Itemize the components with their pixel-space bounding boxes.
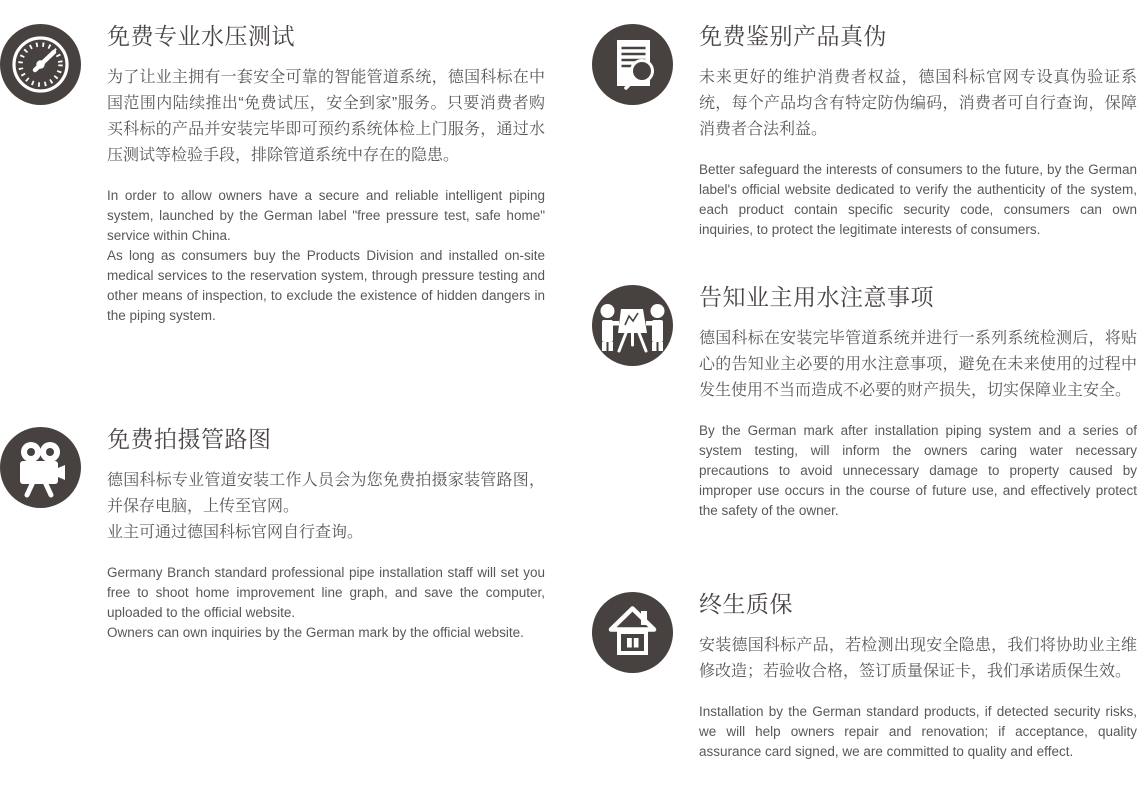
paragraph: Germany Branch standard professional pipe installation staff will set you free to shoot home improvement line graph, and save the computer, uploaded to the official website. [107, 565, 545, 620]
english-description [107, 186, 545, 326]
chinese-description [699, 326, 1137, 404]
section-pressure-test [0, 22, 545, 326]
house-icon-circle [592, 592, 673, 673]
section-water-precautions [592, 283, 1137, 521]
paragraph: 为了让业主拥有一套安全可靠的智能管道系统，德国科标在中国范围内陆续推出“免费试压，安全到家”服务。只要消费者购买科标的产品并安装完毕即可预约系统体检上门服务，通过水压测试等检验手段，排除管道系统中存在的隐患。 [107, 69, 545, 164]
section-content [699, 22, 1137, 240]
section-content [699, 590, 1137, 762]
section-lifetime-warranty [592, 590, 1137, 762]
section-title: 告知业主用水注意事项 [699, 284, 934, 310]
pressure-gauge-icon [0, 24, 81, 105]
paragraph: Owners can own inquiries by the German mark by the official website. [107, 625, 524, 640]
english-description [699, 160, 1137, 240]
chinese-description [699, 633, 1137, 685]
english-description [107, 563, 545, 643]
section-title: 免费鉴别产品真伪 [699, 23, 887, 49]
section-content [107, 22, 545, 326]
paragraph: 德国科标专业管道安装工作人员会为您免费拍摄家装管路图，并保存电脑，上传至官网。 [107, 472, 545, 515]
paragraph: 业主可通过德国科标官网自行查询。 [107, 524, 364, 541]
section-title: 免费拍摄管路图 [107, 426, 272, 452]
chinese-description [699, 65, 1137, 143]
paragraph: 安装德国科标产品，若检测出现安全隐患，我们将协助业主维修改造；若验收合格，签订质量保证卡，我们承诺质保生效。 [699, 637, 1137, 680]
document-magnifier-icon [592, 24, 673, 105]
section-content [699, 283, 1137, 521]
pressure-gauge-icon-circle [0, 24, 81, 105]
presentation-easel-icon [592, 285, 673, 366]
paragraph: By the German mark after installation piping system and a series of system testing, will inform the owners caring water necessary precautions to avoid unnecessary damage to property caused by improper use occurs in the course of future use, and effectively protect the safety of the owner. [699, 423, 1137, 518]
paragraph: As long as consumers buy the Products Division and installed on-site medical services to the reservation system, through pressure testing and other means of inspection, to exclude the existence of hidden dangers in the piping system. [107, 248, 545, 323]
section-pipeline-photo [0, 425, 545, 643]
paragraph: 未来更好的维护消费者权益，德国科标官网专设真伪验证系统，每个产品均含有特定防伪编码，消费者可自行查询，保障消费者合法利益。 [699, 69, 1137, 138]
chinese-description [107, 468, 545, 546]
section-title: 终生质保 [699, 591, 793, 617]
chinese-description [107, 65, 545, 169]
paragraph: Better safeguard the interests of consumers to the future, by the German label's official website dedicated to verify the authenticity of the system, each product contain specific security code, consumers can own inquiries, to protect the legitimate interests of consumers. [699, 162, 1137, 237]
paragraph: Installation by the German standard products, if detected security risks, we will help owners repair and renovation; if acceptance, quality assurance card signed, we are committed to quality and effect. [699, 704, 1137, 759]
paragraph: 德国科标在安装完毕管道系统并进行一系列系统检测后，将贴心的告知业主必要的用水注意事项，避免在未来使用的过程中发生使用不当而造成不必要的财产损失，切实保障业主安全。 [699, 330, 1137, 399]
section-authenticity-check [592, 22, 1137, 240]
presentation-easel-icon-circle [592, 285, 673, 366]
paragraph: In order to allow owners have a secure and reliable intelligent piping system, launched by the German label "free pressure test, safe home" service within China. [107, 188, 545, 243]
english-description [699, 421, 1137, 521]
movie-camera-icon-circle [0, 427, 81, 508]
section-title: 免费专业水压测试 [107, 23, 295, 49]
section-content [107, 425, 545, 643]
house-icon [592, 592, 673, 673]
document-magnifier-icon-circle [592, 24, 673, 105]
movie-camera-icon [0, 427, 81, 508]
english-description [699, 702, 1137, 762]
